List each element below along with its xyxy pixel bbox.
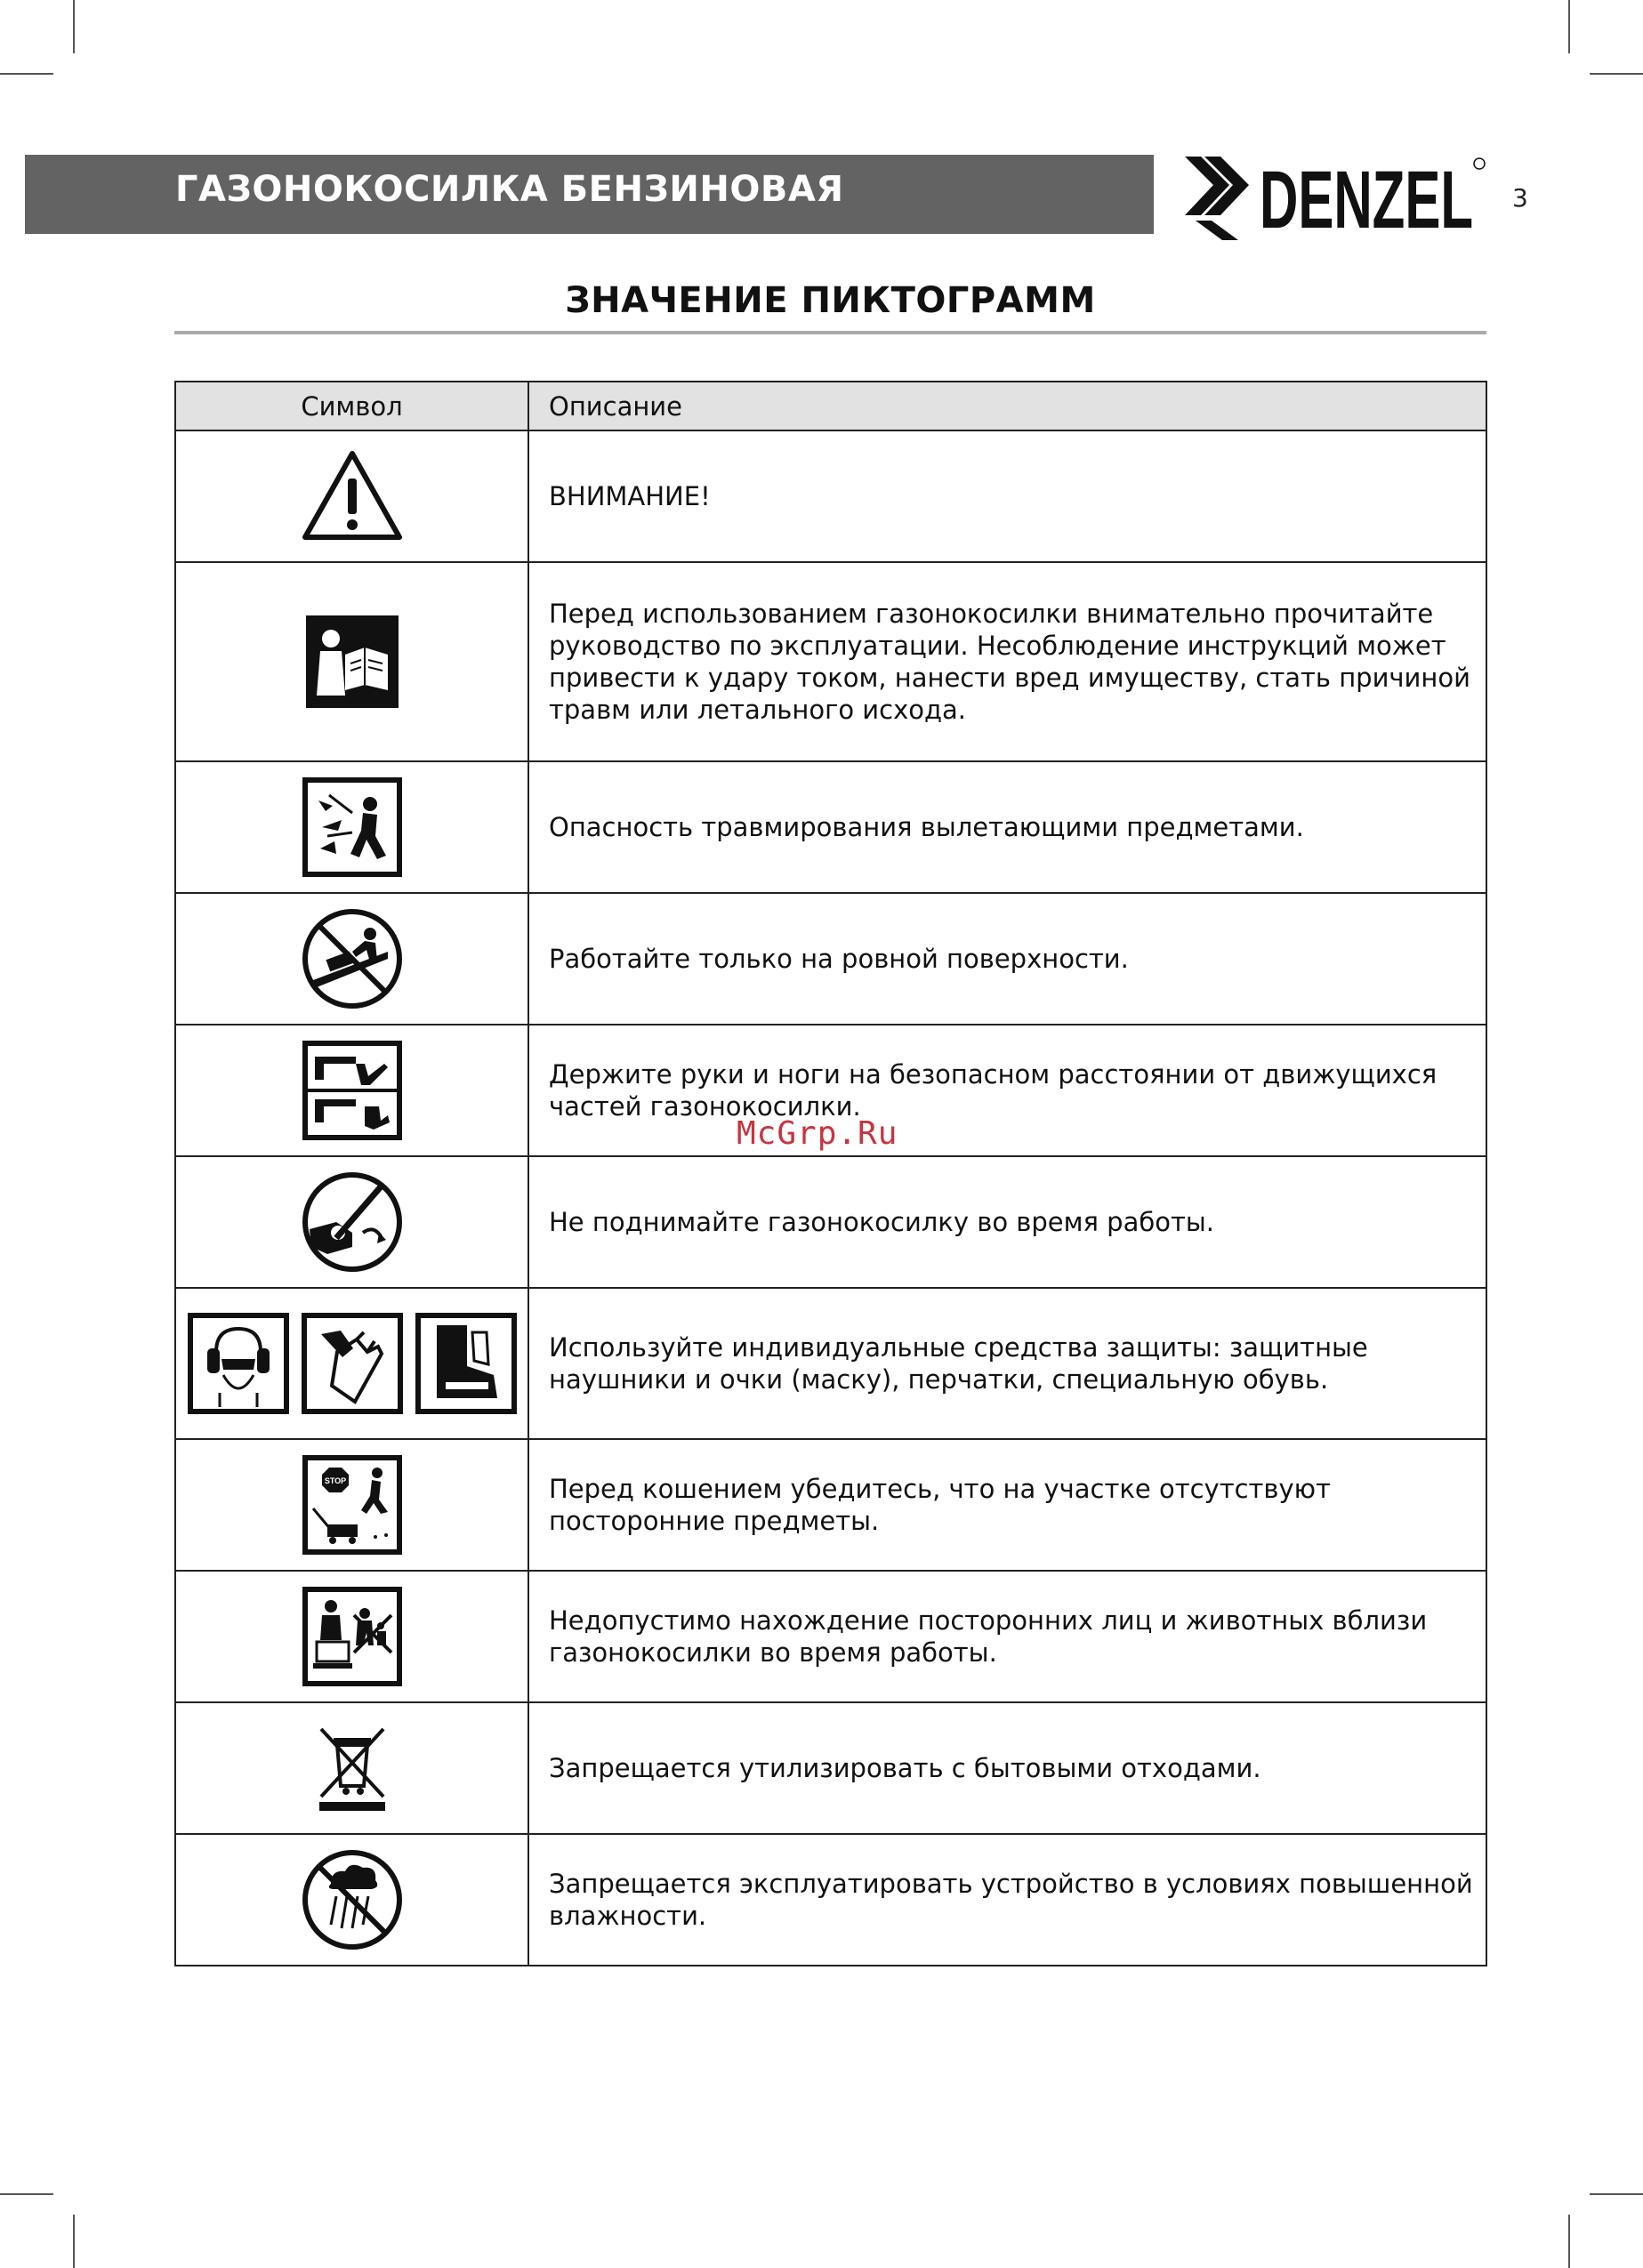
no-wet-conditions-icon [301,1848,404,1951]
table-row [175,1834,1486,1966]
symbol-cell [175,1702,528,1834]
description-cell: Перед кошением убедитесь, что на участке отсутствуют посторонние предметы. [528,1439,1486,1571]
description-cell: Держите руки и ноги на безопасном расстоянии от движущихся частей газонокосилки. [528,1025,1486,1156]
crop-mark [1590,2193,1643,2195]
symbol-cell [175,1439,528,1571]
symbol-cell [175,1156,528,1288]
symbol-cell [175,430,528,562]
symbol-cell [175,893,528,1025]
table-row [175,1702,1486,1834]
column-header-description: Описание [528,382,1486,430]
crop-mark [0,2193,53,2195]
column-header-symbol: Символ [175,382,528,430]
header-title: ГАЗОНОКОСИЛКА БЕНЗИНОВАЯ [175,169,844,210]
section-title: ЗНАЧЕНИЕ ПИКТОГРАММ [565,280,1096,321]
table-row [175,1288,1486,1439]
protective-equipment-icon [188,1313,517,1414]
table-header-row [175,382,1486,430]
keep-bystanders-away-icon [302,1587,402,1686]
table-row [175,430,1486,562]
table-row [175,761,1486,893]
crop-mark [73,0,75,53]
description-cell: Запрещается эксплуатировать устройство в условиях повышенной влажности. [528,1834,1486,1966]
description-cell: Опасность травмирования вылетающими предметами. [528,761,1486,893]
page-number: 3 [1512,183,1528,213]
crop-mark [1568,0,1570,53]
gloves-icon [304,1315,400,1411]
keep-hands-feet-away-icon [302,1041,402,1140]
description-cell: ВНИМАНИЕ! [528,430,1486,562]
no-lifting-icon [301,1170,404,1274]
description-cell: Используйте индивидуальные средства защиты: защитные наушники и очки (маску), перчатки, специальную обувь. [528,1288,1486,1439]
crop-mark [73,2215,75,2268]
no-slope-icon [301,907,404,1010]
ear-eye-protection-icon [190,1315,286,1411]
crop-mark [1590,73,1643,75]
warning-triangle-icon [300,448,405,544]
table-row [175,1439,1486,1571]
symbol-cell [175,1571,528,1702]
read-manual-icon [306,615,399,708]
symbol-cell [175,1834,528,1966]
no-household-waste-icon [314,1725,391,1811]
description-cell: Запрещается утилизировать с бытовыми отходами. [528,1702,1486,1834]
symbol-cell [175,1025,528,1156]
flying-objects-icon [302,777,402,877]
symbol-cell [175,1288,528,1439]
table-row [175,562,1486,761]
brand-name: DENZEL [1260,155,1473,245]
crop-mark [0,73,53,75]
symbol-cell [175,562,528,761]
clear-area-icon [302,1455,402,1555]
table-row [175,1156,1486,1288]
table-row [175,893,1486,1025]
description-cell: Перед использованием газонокосилки внимательно прочитайте руководство по эксплуатации. Несоблюдение инструкций может привести к удару током, нанести вред имуществу, стать причиной травм или летального исхода. [528,562,1486,761]
svg-text:STOP: STOP [324,1476,346,1485]
crop-mark [1568,2215,1570,2268]
description-cell: Не поднимайте газонокосилку во время работы. [528,1156,1486,1288]
brand-logo [1183,151,1490,245]
symbol-cell [175,761,528,893]
watermark: McGrp.Ru [737,1115,898,1152]
table-row [175,1571,1486,1702]
pictogram-table [174,381,1487,1966]
description-cell: Недопустимо нахождение посторонних лиц и животных вблизи газонокосилки во время работы. [528,1571,1486,1702]
description-cell: Работайте только на ровной поверхности. [528,893,1486,1025]
header-bar [25,155,1154,234]
section-divider [174,331,1486,334]
safety-boots-icon [418,1315,514,1411]
